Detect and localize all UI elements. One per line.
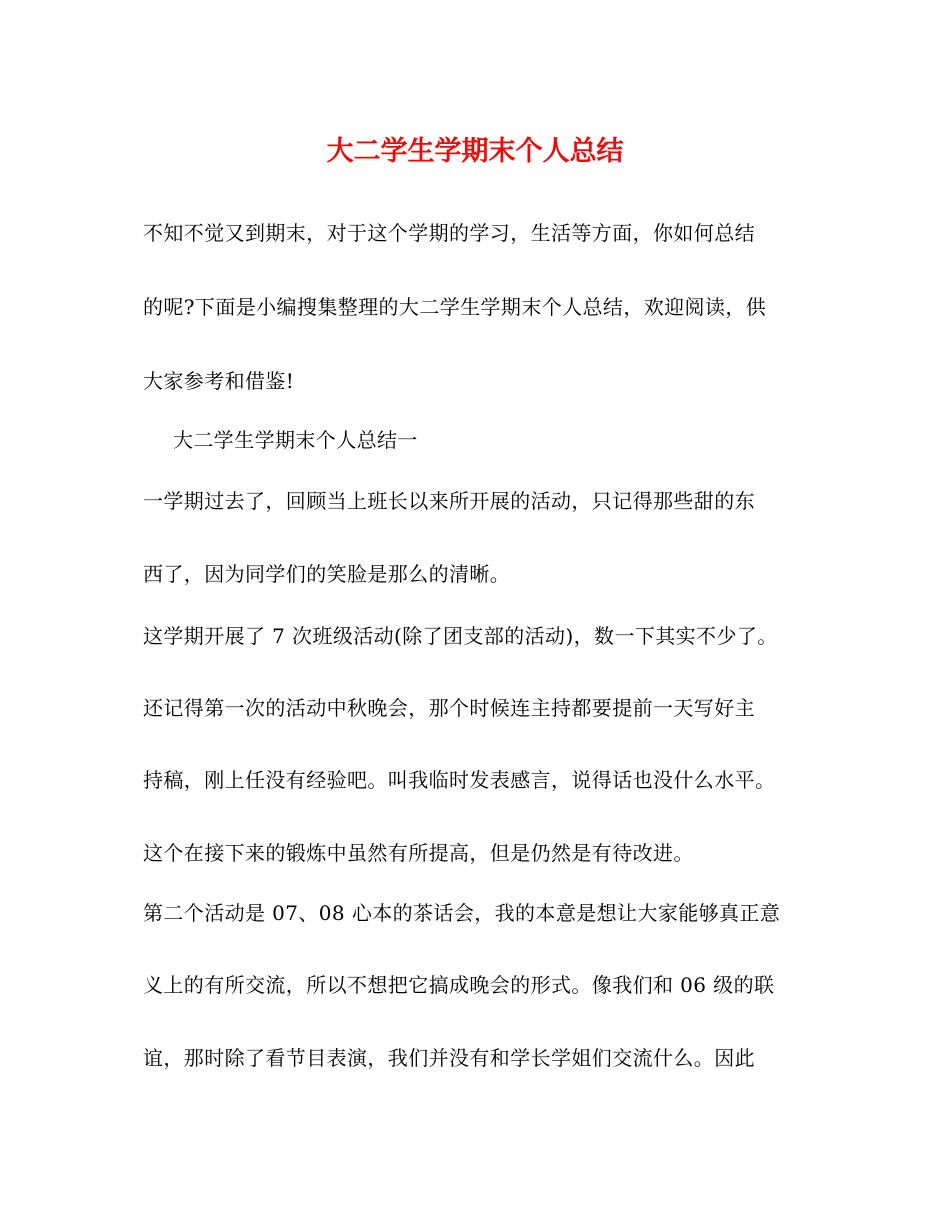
paragraph-line: 持稿，刚上任没有经验吧。叫我临时发表感言，说得话也没什么水平。 (143, 768, 776, 792)
paragraph-line: 西了，因为同学们的笑脸是那么的清晰。 (143, 562, 511, 586)
paragraph-line: 这学期开展了 7 次班级活动(除了团支部的活动)，数一下其实不少了。 (143, 624, 778, 648)
page-title: 大二学生学期末个人总结 (326, 136, 624, 167)
paragraph-line: 第二个活动是 07、08 心本的茶话会，我的本意是想让大家能够真正意 (143, 901, 781, 925)
paragraph-line: 还记得第一次的活动中秋晚会，那个时候连主持都要提前一天写好主 (143, 696, 755, 720)
paragraph-line: 大家参考和借鉴! (143, 369, 295, 393)
paragraph-line: 这个在接下来的锻炼中虽然有所提高，但是仍然是有待改进。 (143, 841, 694, 865)
paragraph-line: 义上的有所交流，所以不想把它搞成晚会的形式。像我们和 06 级的联 (143, 973, 775, 997)
section-heading: 大二学生学期末个人总结一 (173, 428, 418, 452)
paragraph-line: 的呢?下面是小编搜集整理的大二学生学期末个人总结，欢迎阅读，供 (143, 295, 767, 319)
paragraph-line: 一学期过去了，回顾当上班长以来所开展的活动，只记得那些甜的东 (143, 489, 755, 513)
paragraph-line: 谊，那时除了看节目表演，我们并没有和学长学姐们交流什么。因此 (143, 1046, 755, 1070)
paragraph-line: 不知不觉又到期末，对于这个学期的学习，生活等方面，你如何总结 (143, 221, 755, 245)
